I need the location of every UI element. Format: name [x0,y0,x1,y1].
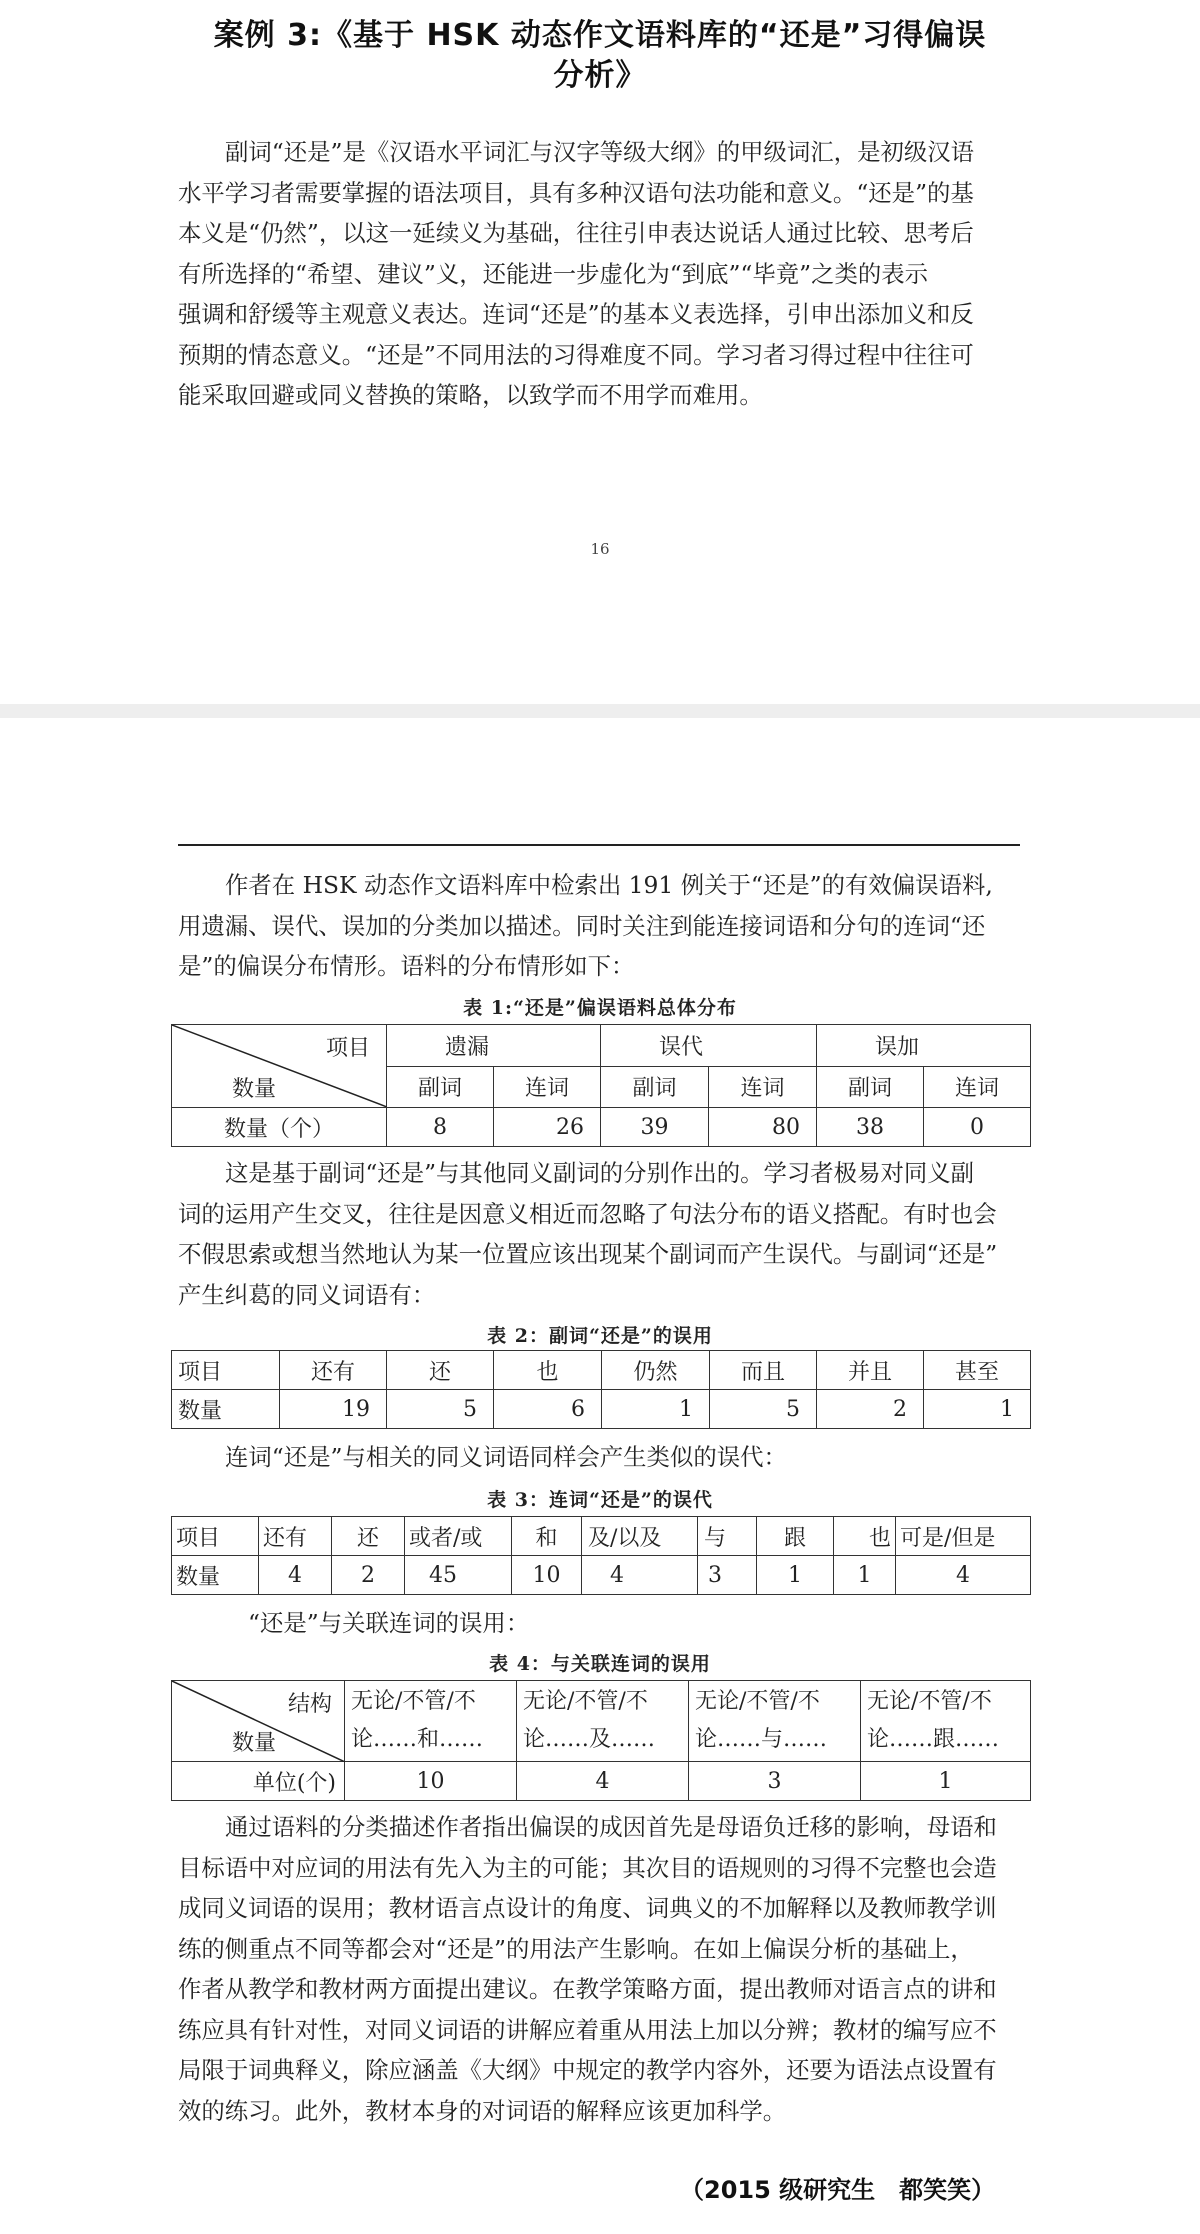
table-4-caption: 表 4：与关联连词的误用 [489,1653,711,1675]
table-1-subheader: 副词 [601,1066,709,1108]
table-1-group-header: 误加 [817,1025,1031,1067]
paragraph-line: 练的侧重点不同等都会对“还是”的用法产生影响。在如上偏误分析的基础上， [178,1934,974,1963]
table-3-value: 45 [405,1556,512,1595]
table-4-row-label: 单位(个) [172,1762,345,1801]
paragraph-line: 副词“还是”是《汉语水平词汇与汉字等级大纲》的甲级词汇，是初级汉语 [225,138,975,166]
corner-label-top: 项目 [325,1036,370,1061]
paragraph-line: 有所选择的“希望、建议”义，还能进一步虚化为“到底”“毕竟”之类的表示 [178,259,929,288]
table-1-value: 0 [924,1108,1031,1147]
table-1-caption: 表 1:“还是”偏误语料总体分布 [463,997,737,1019]
table-3-header: 跟 [757,1517,834,1556]
table-3-value: 10 [512,1556,582,1595]
conjunction-paragraph [178,1437,1020,1478]
header-line-2: 论……跟…… [867,1727,1000,1752]
table-1-subheader: 副词 [387,1066,494,1108]
table-3-header: 或者/或 [405,1517,512,1556]
paragraph-line: 作者从教学和教材两方面提出建议。在教学策略方面，提出教师对语言点的讲和 [178,1975,997,2003]
table-2-value: 1 [924,1390,1031,1429]
table-4-value: 10 [345,1762,517,1801]
paragraph-line: 练应具有针对性，对同义词语的讲解应着重从用法上加以分辨；教材的编写应不 [178,2015,997,2044]
paragraph-line: 是”的偏误分布情形。语料的分布情形如下： [178,952,635,980]
article-title-line-2: 分析》 [553,58,647,93]
table-3-value: 4 [896,1556,1031,1595]
table-3-header: 项目 [172,1517,259,1556]
table-1 [171,1024,1031,1147]
table-4-value: 3 [689,1762,861,1801]
table-2-value: 5 [387,1390,494,1429]
table-1-corner-cell [172,1025,387,1108]
table-2-header: 还 [387,1351,494,1390]
table-1-value: 8 [387,1108,494,1147]
table-3-header: 也 [834,1517,896,1556]
table-3 [171,1516,1031,1595]
table-4-header [345,1681,517,1762]
paragraph-line: 本义是“仍然”，以这一延续义为基础，往往引申表达说话人通过比较、思考后 [178,219,974,247]
table-2-value: 2 [817,1390,924,1429]
header-line-2: 论……和…… [351,1727,484,1752]
table-3-value: 2 [332,1556,405,1595]
header-line-1: 无论/不管/不 [867,1689,992,1714]
table-2-value: 5 [710,1390,817,1429]
table-2-value: 1 [602,1390,710,1429]
table-2-header: 还有 [280,1351,387,1390]
table-3-row-label: 数量 [172,1556,259,1595]
article-title-line-1: 案例 3:《基于 HSK 动态作文语料库的“还是”习得偏误 [213,18,987,53]
table-2-row-label: 数量 [172,1390,280,1429]
table-4-value: 1 [861,1762,1031,1801]
table-3-header: 还 [332,1517,405,1556]
table-3-value: 4 [259,1556,332,1595]
corner-label-bottom: 数量 [232,1731,277,1756]
paragraph-line: 这是基于副词“还是”与其他同义副词的分别作出的。学习者极易对同义副 [225,1159,975,1187]
table-4-corner-cell [172,1681,345,1762]
table-4-value: 4 [517,1762,689,1801]
table-2-header: 也 [494,1351,602,1390]
table-3-header: 与 [698,1517,757,1556]
paragraph-line: 局限于词典释义，除应涵盖《大纲》中规定的教学内容外，还要为语法点设置有 [178,2056,997,2084]
table-1-value: 39 [601,1108,709,1147]
paragraph-line: 效的练习。此外，教材本身的对词语的解释应该更加科学。 [178,2096,787,2125]
paragraph-line: 水平学习者需要掌握的语法项目，具有多种汉语句法功能和意义。“还是”的基 [178,178,974,207]
table-1-value: 38 [817,1108,924,1147]
paragraph-line: 成同义词语的误用；教材语言点设计的角度、词典义的不加解释以及教师教学训 [178,1894,997,1922]
table-1-subheader: 连词 [924,1066,1031,1108]
table-4-header [517,1681,689,1762]
paragraph-line: 预期的情态意义。“还是”不同用法的习得难度不同。学习者习得过程中往往可 [178,340,974,369]
table-4-header [689,1681,861,1762]
corner-label-bottom: 数量 [232,1077,277,1102]
corpus-paragraph [178,865,1020,987]
paragraph-line: 强调和舒缓等主观意义表达。连词“还是”的基本义表选择，引申出添加义和反 [178,300,974,328]
page-separator [0,704,1200,718]
table-1-value: 26 [494,1108,601,1147]
table-4 [171,1680,1031,1801]
author-signature: （2015 级研究生 都笑笑） [680,2176,996,2204]
paragraph-line: 词的运用产生交叉，往往是因意义相近而忽略了句法分布的语义搭配。有时也会 [178,1199,997,1228]
correlative-paragraph [178,1603,1020,1644]
table-2 [171,1350,1031,1429]
page-number: 16 [590,540,610,558]
table-3-value: 3 [698,1556,757,1595]
conclusion-paragraph [178,1807,1020,2131]
table-2-caption: 表 2：副词“还是”的误用 [487,1325,713,1347]
header-rule [178,844,1020,846]
header-line-2: 论……及…… [523,1727,656,1752]
table-2-header: 并且 [817,1351,924,1390]
table-1-group-header: 遗漏 [387,1025,601,1067]
table-2-value: 19 [280,1390,387,1429]
paragraph-line: 用遗漏、误代、误加的分类加以描述。同时关注到能连接词语和分句的连词“还 [178,911,986,940]
table-1-subheader: 副词 [817,1066,924,1108]
paragraph-line: 通过语料的分类描述作者指出偏误的成因首先是母语负迁移的影响，母语和 [225,1813,997,1841]
table-4-header [861,1681,1031,1762]
table-1-subheader: 连词 [494,1066,601,1108]
table-3-value: 1 [834,1556,896,1595]
table-3-value: 4 [582,1556,698,1595]
paragraph-line: 目标语中对应词的用法有先入为主的可能；其次目的语规则的习得不完整也会造 [178,1853,997,1882]
paragraph-line: 能采取回避或同义替换的策略，以致学而不用学而难用。 [178,381,763,409]
table-2-header: 项目 [172,1351,280,1390]
paragraph-line: 产生纠葛的同义词语有： [178,1280,436,1309]
table-3-header: 和 [512,1517,582,1556]
table-2-value: 6 [494,1390,602,1429]
table-3-header: 还有 [259,1517,332,1556]
header-line-1: 无论/不管/不 [523,1689,648,1714]
paragraph-line: 不假思索或想当然地认为某一位置应该出现某个副词而产生误代。与副词“还是” [178,1240,998,1268]
table-1-row-label: 数量（个） [172,1108,387,1147]
corner-label-top: 结构 [287,1692,332,1717]
paragraph-line: 连词“还是”与相关的同义词语同样会产生类似的误代： [225,1443,787,1471]
table-1-subheader: 连词 [709,1066,817,1108]
table-2-header: 仍然 [602,1351,710,1390]
header-line-1: 无论/不管/不 [351,1689,476,1714]
table-3-header: 可是/但是 [896,1517,1031,1556]
synonym-paragraph [178,1153,1020,1315]
table-2-header: 而且 [710,1351,817,1390]
header-line-2: 论……与…… [695,1727,828,1752]
table-3-caption: 表 3：连词“还是”的误代 [487,1489,713,1511]
intro-paragraph [178,132,1020,416]
table-3-value: 1 [757,1556,834,1595]
paragraph-line: 作者在 HSK 动态作文语料库中检索出 191 例关于“还是”的有效偏误语料, [225,871,993,899]
header-line-1: 无论/不管/不 [695,1689,820,1714]
table-3-header: 及/以及 [582,1517,698,1556]
table-1-value: 80 [709,1108,817,1147]
table-2-header: 甚至 [924,1351,1031,1390]
table-1-group-header: 误代 [601,1025,817,1067]
paragraph-line: “还是”与关联连词的误用： [248,1609,530,1637]
